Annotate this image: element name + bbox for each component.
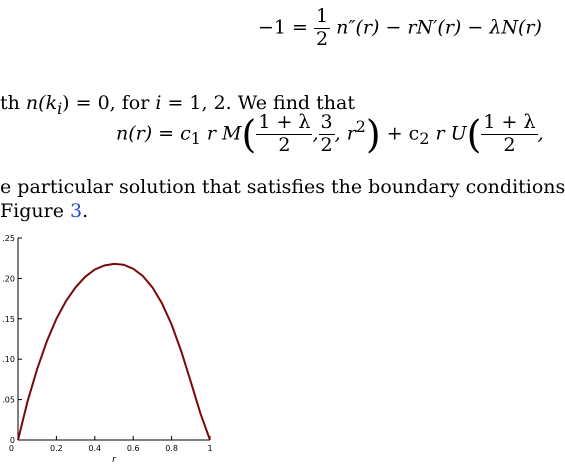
paragraph-line-2 bbox=[0, 200, 88, 222]
left-paren-2: ( bbox=[466, 112, 482, 157]
i-var: i bbox=[155, 92, 162, 114]
equation-1 bbox=[258, 6, 542, 51]
equation-1-fraction bbox=[314, 6, 330, 51]
paragraph-line-1: e particular solution that satisfies the boundary conditions bbox=[0, 176, 565, 198]
fraction-numerator: 1 bbox=[316, 5, 329, 27]
fraction-3 bbox=[481, 112, 537, 157]
c1-sub: 1 bbox=[190, 129, 201, 149]
fraction-denominator: 2 bbox=[316, 27, 329, 50]
chart-ticks bbox=[2, 234, 212, 453]
equation-2-lhs: n(r) = c bbox=[116, 122, 191, 145]
equation-1-rhs: n″(r) − rN′(r) − λN(r) bbox=[336, 16, 542, 39]
fraction-2 bbox=[319, 112, 335, 157]
frac3-num: 1 + λ bbox=[483, 111, 536, 133]
frac2-den: 2 bbox=[320, 133, 333, 156]
equation-1-lhs: −1 = bbox=[258, 16, 315, 39]
c2-sub: 2 bbox=[419, 129, 430, 149]
y-tick-label: .15 bbox=[2, 314, 15, 324]
frac2-num: 3 bbox=[320, 111, 333, 133]
y-tick-label: 0 bbox=[9, 436, 15, 445]
condition-sub: i bbox=[57, 98, 63, 118]
equation-2: $n(r) = c_1$ r M( $\frac{1 + \lambda}{2}$ , $\frac{3}{2}$ , $r^2) + c_2$ r U( $\frac{1 + \lambda}{2}$ , bbox=[116, 111, 544, 157]
r2: , r bbox=[334, 122, 356, 145]
fraction-1 bbox=[256, 112, 312, 157]
plus-c: + c bbox=[380, 122, 420, 145]
y-tick-label: .05 bbox=[2, 395, 15, 405]
figure-prefix: Figure bbox=[0, 200, 71, 222]
condition-expr: n(k bbox=[25, 92, 58, 114]
left-paren: ( bbox=[241, 112, 257, 157]
origin-label: 0 bbox=[8, 444, 14, 453]
x-tick-label: 0.2 bbox=[50, 444, 63, 453]
x-axis-label: r bbox=[112, 455, 116, 465]
x-tick-label: 0.6 bbox=[126, 444, 140, 453]
frac3-den: 2 bbox=[503, 133, 516, 156]
u-part: r U bbox=[429, 122, 467, 145]
x-tick-label: 0.4 bbox=[88, 444, 102, 453]
y-tick-label: .10 bbox=[2, 355, 15, 365]
solution-chart bbox=[0, 230, 474, 474]
right-paren: ) bbox=[365, 112, 381, 157]
y-tick-label: .25 bbox=[2, 234, 15, 243]
x-tick-label: 0.8 bbox=[165, 444, 178, 453]
frac1-num: 1 + λ bbox=[258, 111, 311, 133]
r2-sup: 2 bbox=[355, 117, 366, 137]
figure-ref-link[interactable]: 3 bbox=[70, 200, 83, 222]
solution-curve bbox=[18, 264, 210, 440]
figure-suffix: . bbox=[82, 200, 89, 222]
line-prefix: th bbox=[0, 92, 26, 114]
line-tail: = 1, 2. We find that bbox=[161, 92, 355, 114]
m-part: r M bbox=[200, 122, 242, 145]
y-tick-label: .20 bbox=[2, 274, 15, 284]
frac1-den: 2 bbox=[278, 133, 291, 156]
condition-rest: ) = 0, for bbox=[62, 92, 156, 114]
x-tick-label: 1 bbox=[207, 444, 213, 453]
